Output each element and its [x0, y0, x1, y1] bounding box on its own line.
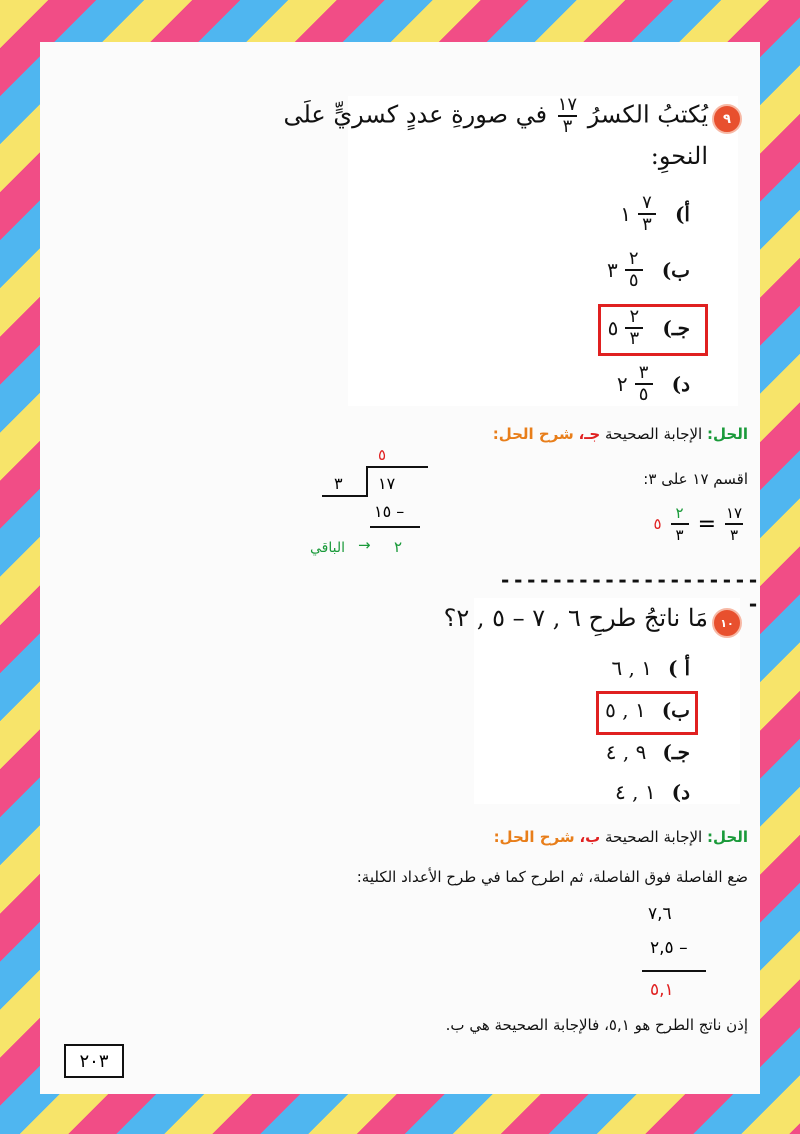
- division-subtract-line: [370, 526, 420, 528]
- solution-answer: ب،: [579, 828, 601, 846]
- solution-10-step: ضع الفاصلة فوق الفاصلة، ثم اطرح كما في طرح الأعداد الكلية:: [356, 868, 748, 886]
- subtraction-top: ٧,٦: [648, 904, 672, 924]
- question-10-text: مَا ناتجُ طرحِ ٦ , ٧ – ٥ , ٢؟: [443, 604, 708, 632]
- option-letter: أ): [674, 202, 690, 226]
- subtraction-line: [642, 970, 706, 972]
- option-whole: ٥: [607, 316, 619, 340]
- question-9-fraction: [558, 96, 577, 136]
- division-subtract: – ١٥: [374, 502, 405, 521]
- subtraction-result: ٥,١: [650, 980, 674, 1000]
- q10-option-c[interactable]: [606, 740, 690, 764]
- option-letter: جـ): [662, 316, 690, 340]
- division-remainder: ٢: [394, 538, 403, 556]
- division-arrow: →: [358, 536, 371, 554]
- option-value: ١ , ٤: [615, 780, 656, 804]
- option-letter: أ ): [668, 656, 690, 680]
- division-divisor-line: [322, 495, 368, 497]
- fraction-numerator: ١٧: [557, 94, 578, 115]
- equation-rhs-whole: ٥: [653, 515, 662, 533]
- division-top-line: [368, 466, 428, 468]
- equation-rhs-fraction: $\frac{٢}{٣}$: [671, 504, 689, 544]
- option-fraction: $\frac{٣}{٥}$: [635, 364, 653, 404]
- solution-label: الحل:: [707, 425, 748, 443]
- question-9-text: [283, 96, 708, 136]
- question-10-badge: ١٠: [712, 608, 742, 638]
- q9-option-a[interactable]: [620, 194, 690, 234]
- option-letter: د): [671, 372, 690, 396]
- option-fraction: $\frac{٢}{٣}$: [625, 308, 643, 348]
- explain-label: شرح الحل:: [492, 425, 574, 443]
- option-value: ١ , ٦: [611, 656, 653, 680]
- solution-9-equation: [654, 504, 747, 544]
- q9-option-d[interactable]: [617, 364, 690, 404]
- option-value: ١ , ٥: [605, 698, 646, 722]
- explain-label: شرح الحل:: [493, 828, 575, 846]
- division-bracket: [366, 466, 368, 496]
- option-letter: ب): [661, 258, 690, 282]
- q10-option-a[interactable]: [611, 656, 690, 680]
- solution-label: الحل:: [707, 828, 748, 846]
- solution-answer: جـ،: [578, 425, 601, 443]
- section-separator: ---------------------: [499, 568, 760, 616]
- solution-9-header: [493, 425, 748, 443]
- option-letter: د): [671, 780, 690, 804]
- q9-option-b[interactable]: [607, 250, 690, 290]
- fraction-denominator: ٣: [562, 116, 573, 137]
- division-dividend: ١٧: [378, 474, 396, 493]
- option-fraction: $\frac{٢}{٥}$: [625, 250, 643, 290]
- subtraction-bottom: – ٢,٥: [650, 938, 688, 958]
- option-whole: ٣: [606, 258, 618, 282]
- solution-text: الإجابة الصحيحة: [605, 425, 703, 443]
- equation-equals: =: [697, 511, 716, 537]
- division-remainder-label: الباقي: [310, 540, 346, 556]
- page-number: ٢٠٣: [64, 1044, 124, 1078]
- division-divisor: ٣: [334, 474, 343, 493]
- q10-option-d[interactable]: [615, 780, 690, 804]
- option-value: ٩ , ٤: [605, 740, 647, 764]
- solution-text: الإجابة الصحيحة: [605, 828, 703, 846]
- question-9-badge: ٩: [712, 104, 742, 134]
- question-9-text-line2: النحوِ:: [650, 142, 708, 170]
- option-whole: ١: [620, 202, 631, 226]
- division-quotient: ٥: [378, 446, 387, 464]
- page: [40, 42, 760, 1094]
- option-fraction: $\frac{٧}{٣}$: [638, 194, 656, 234]
- q9-option-c[interactable]: [608, 308, 690, 348]
- question-9-text-after: في صورةِ عددٍ كسريٍّ علَى: [283, 100, 548, 129]
- option-whole: ٢: [616, 372, 628, 396]
- solution-10-header: [494, 828, 748, 846]
- solution-9-step: اقسم ١٧ على ٣:: [643, 470, 748, 488]
- question-9-text-before: يُكتبُ الكسرُ: [587, 100, 708, 129]
- equation-lhs-fraction: $\frac{١٧}{٣}$: [725, 504, 743, 544]
- option-letter: جـ): [662, 740, 690, 764]
- solution-10-conclusion: إذن ناتج الطرح هو ٥,١، فالإجابة الصحيحة هي ب.: [445, 1016, 748, 1034]
- option-letter: ب): [661, 698, 690, 722]
- q10-option-b[interactable]: [605, 698, 690, 722]
